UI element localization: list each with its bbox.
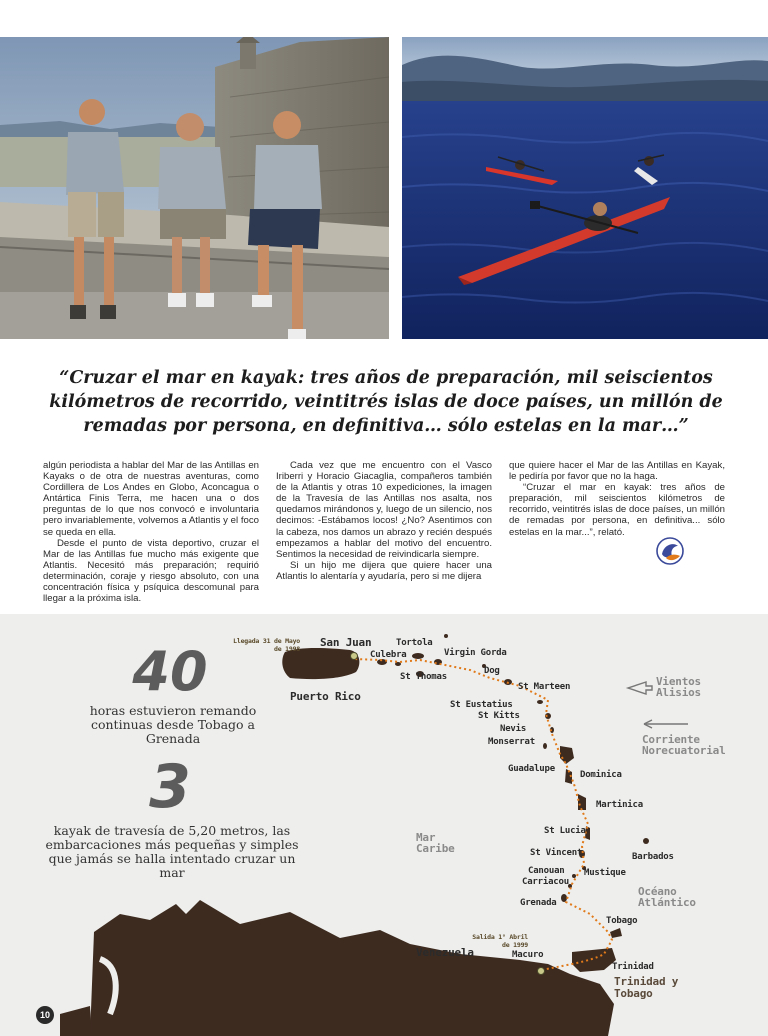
stat-number-hours: 40 (132, 640, 208, 703)
photo-kayaks-sea-image (402, 37, 768, 339)
route-endpoint-macuro (538, 968, 545, 975)
island-tobago (610, 928, 622, 938)
photo-fortress-men-image (0, 37, 389, 339)
island-tortola (412, 653, 424, 659)
photo-fortress-men (0, 37, 389, 339)
label-st-thomas: St Thomas (400, 672, 447, 682)
island-monserrat (543, 743, 547, 749)
label-culebra: Culebra (370, 650, 407, 660)
label-oceano-atlantico: Océano Atlántico (638, 885, 696, 909)
pull-quote: “Cruzar el mar en kayak: tres años de preparación, mil seiscientos kilómetros de recorrido, veintitrés islas de doce países, un millón de remadas por persona, en definitiva… sólo estelas en la mar…” (49, 368, 723, 436)
magazine-logo-icon (654, 536, 686, 566)
land-west (60, 1006, 92, 1036)
island-st-thomas (395, 662, 401, 666)
label-venezuela: Venezuela (416, 946, 474, 959)
body-column-1 (43, 460, 259, 604)
island-grenada (561, 894, 567, 902)
stat-number-kayaks: 3 (149, 752, 191, 822)
body-paragraph: Desde el punto de vista deportivo, cruzar el Mar de las Antillas fue mucho más exigente que Atlantis. Necesitó más preparación; requirió determinación, coraje y riesgo absoluto, con una concentración física y psíquica descomunal para llegar a la próxima isla. (43, 537, 259, 605)
label-corriente-norecuatorial: Corriente Norecuatorial (642, 733, 726, 757)
island-barbados (643, 838, 649, 844)
land-venezuela (90, 900, 614, 1036)
label-mar-caribe: Mar Caribe (416, 831, 455, 855)
label-departure-note: Salida 1° Abril de 1999 (472, 933, 528, 949)
label-st-eustatius: St Eustatius (450, 700, 513, 710)
label-trinidad: Trinidad (612, 962, 654, 972)
label-tortola: Tortola (396, 638, 433, 648)
body-paragraph: Si un hijo me dijera que quiere hacer una Atlantis lo alentaría y ayudaría, pero si me dijera (276, 559, 492, 582)
label-st-vincent: St Vincent (530, 848, 583, 858)
label-dominica: Dominica (580, 770, 622, 780)
label-canouan: Canouan (528, 866, 565, 876)
body-paragraph: algún periodista a hablar del Mar de las Antillas en Kayaks o de otra de nuestras aventuras, como Cordillera de Los Andes en Globo, Aconcagua o Antártica Finis Terra, me hacen una o dos preguntas de lo que nos convocó e involuntaria pero invariablemente, volvemos a Atlantis y el foco se queda en ella. (43, 460, 259, 538)
body-paragraph: “Cruzar el mar en kayak: tres años de preparación, mil seiscientos kilómetros de recorrido, veintitrés islas de doce países, un millón de remadas por persona, en definitiva... sólo estelas en la mar...”, relató. (509, 482, 725, 538)
route-map (0, 614, 768, 1036)
body-column-3 (509, 460, 725, 538)
label-barbados: Barbados (632, 852, 674, 862)
label-st-lucia: St Lucia (544, 826, 586, 836)
island-small (444, 634, 448, 638)
photo-kayaks-sea (402, 37, 768, 339)
label-dog: Dog (484, 666, 500, 676)
label-st-marteen: St Marteen (518, 682, 571, 692)
body-paragraph: Cada vez que me encuentro con el Vasco Iriberri y Horacio Giacaglia, compañeros también de la Atlantis y otras 10 expediciones, la imagen de la Travesía de las Antillas nos asalta, nos quedamos mirándonos y, luego de un silencio, nos decimos: -Estábamos locos! ¿No? Asentimos con la cabeza, nos damos un abrazo y recién después empezamos a hablar del motivo del encuentro. Sentimos la necesidad de reivindicarla siempre. (276, 460, 492, 560)
label-arrival-note: Llegada 31 de Mayo de 1998 (233, 637, 300, 653)
body-column-2 (276, 460, 492, 582)
label-macuro: Macuro (512, 950, 544, 960)
label-trinidad-y-tobago: Trinidad y Tobago (614, 975, 679, 1000)
route-endpoint-san-juan (351, 653, 358, 660)
label-guadalupe: Guadalupe (508, 764, 555, 774)
label-grenada: Grenada (520, 898, 557, 908)
stat-text-kayaks: kayak de travesía de 5,20 metros, las embarcaciones más pequeñas y simples que jamás se halla intentado cruzar un mar (45, 823, 299, 880)
label-st-kitts: St Kitts (478, 711, 520, 721)
label-mustique: Mustique (584, 868, 626, 878)
stat-text-hours: horas estuvieron remando continuas desde Tobago a Grenada (89, 703, 257, 746)
label-nevis: Nevis (500, 724, 527, 734)
body-paragraph: que quiere hacer el Mar de las Antillas en Kayak, le pediría por favor que no la haga. (509, 460, 725, 483)
island-canouan (572, 874, 576, 878)
label-san-juan: San Juan (320, 636, 372, 649)
page-number: 10 (36, 1006, 54, 1024)
label-martinica: Martinica (596, 800, 643, 810)
island-guadalupe (560, 746, 574, 764)
island-st-eustatius (537, 700, 543, 704)
label-vientos-alisios: Vientos Alisios (656, 675, 701, 699)
label-virgin-gorda: Virgin Gorda (444, 648, 507, 658)
island-martinica (578, 794, 586, 810)
wind-arrow-icon (628, 682, 652, 694)
label-tobago: Tobago (606, 916, 638, 926)
label-monserrat: Monserrat (488, 737, 535, 747)
island-trinidad (572, 948, 616, 972)
label-puerto-rico: Puerto Rico (290, 690, 361, 703)
label-carriacou: Carriacou (522, 877, 569, 887)
